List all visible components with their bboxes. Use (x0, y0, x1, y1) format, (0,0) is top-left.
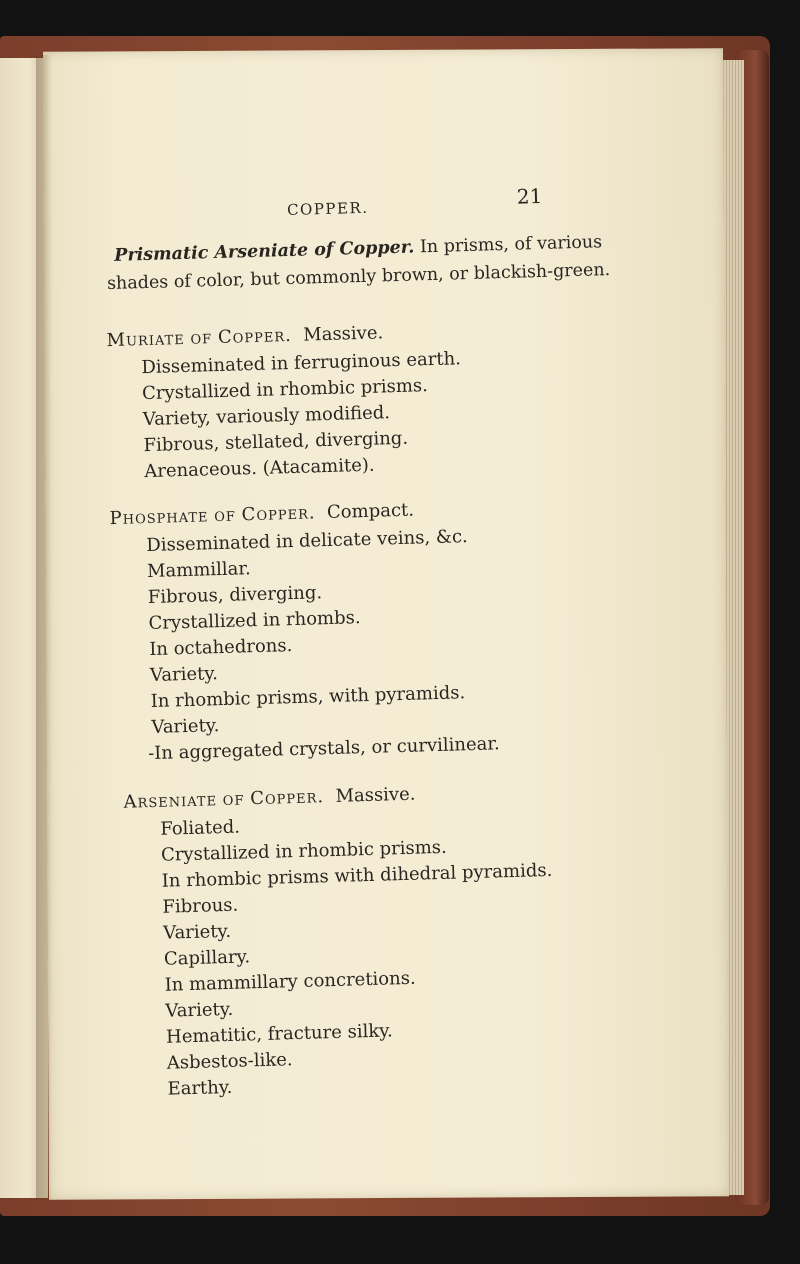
list-item: Mammillar. (146, 558, 252, 583)
list-item: In octahedrons. (148, 635, 293, 661)
heading-word: Phosphate (109, 505, 209, 530)
list-item: Arenaceous. (Atacamite). (144, 454, 375, 483)
section-heading-muriate (106, 322, 383, 351)
list-item: -In aggregated crystals, or curvilinear. (147, 733, 500, 765)
list-item: Capillary. (163, 946, 251, 970)
list-item: Fibrous, diverging. (147, 582, 323, 609)
list-item: In rhombic prisms, with pyramids. (150, 682, 466, 712)
list-item: Variety, variously modified. (142, 402, 391, 431)
list-item: Crystallized in rhombs. (148, 607, 361, 635)
intro-line-1-rest: In prisms, of various (419, 232, 603, 258)
list-item: In rhombic prisms with dihedral pyramids. (161, 859, 553, 892)
running-head: COPPER. (286, 198, 369, 219)
heading-word: Arseniate (123, 789, 218, 813)
list-item: Hematitic, fracture silky. (165, 1020, 394, 1048)
heading-of: of (213, 504, 237, 527)
list-item: Crystallized in rhombic prisms. (160, 836, 448, 866)
section-heading-phosphate (109, 500, 414, 529)
list-item: Asbestos-like. (166, 1049, 293, 1074)
list-item: Crystallized in rhombic prisms. (141, 375, 429, 405)
heading-description: Massive. (302, 322, 384, 346)
intro-line-2: shades of color, but commonly brown, or blackish-green. (106, 260, 611, 295)
heading-description: Compact. (326, 499, 415, 523)
list-item: In mammillary concretions. (164, 967, 416, 996)
heading-of: of (222, 788, 245, 811)
heading-description: Massive. (335, 783, 416, 807)
list-item: Fibrous. (162, 894, 239, 918)
list-item: Fibrous, stellated, diverging. (143, 427, 409, 457)
intro-italic-title: Prismatic Arseniate of Copper. (113, 237, 415, 266)
list-item: Disseminated in delicate veins, &c. (146, 526, 469, 557)
list-item: Disseminated in ferruginous earth. (141, 348, 462, 379)
heading-word: Copper. (249, 786, 325, 810)
heading-of: of (190, 327, 213, 349)
list-item: Variety. (165, 998, 234, 1022)
intro-line-1 (114, 232, 602, 266)
list-item: Variety. (162, 920, 232, 944)
section-heading-arseniate (123, 784, 415, 813)
heading-word: Copper. (241, 502, 316, 526)
list-item: Earthy. (167, 1076, 233, 1100)
heading-word: Muriate (106, 327, 186, 352)
list-item: Variety. (149, 663, 219, 687)
page-number: 21 (516, 183, 543, 209)
list-item: Variety. (151, 715, 220, 738)
heading-word: Copper. (217, 324, 293, 348)
list-item: Foliated. (160, 816, 241, 840)
